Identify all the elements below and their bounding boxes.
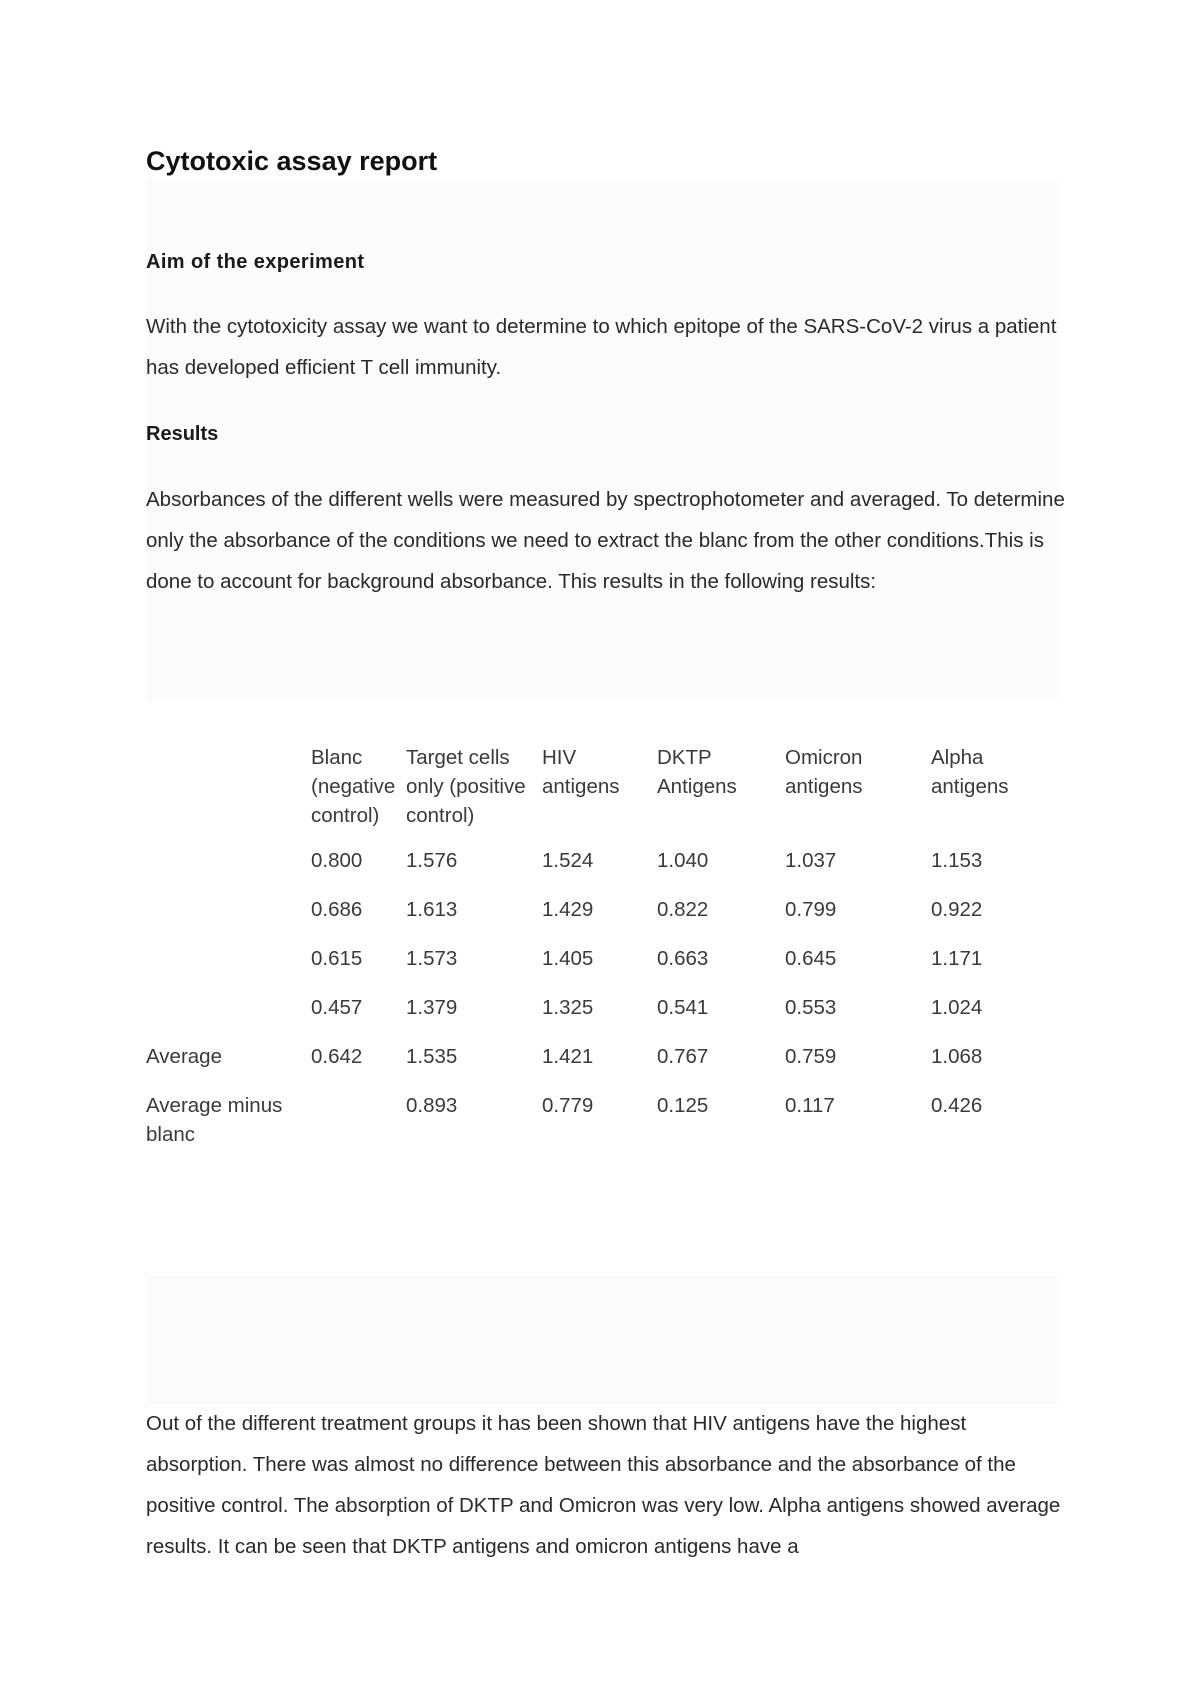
table-cell: 1.524 xyxy=(542,849,594,872)
aim-paragraph: With the cytotoxicity assay we want to determine to which epitope of the SARS-CoV-2 virus a patient has developed efficient T cell immunity. xyxy=(146,315,1057,379)
table-cell: 1.576 xyxy=(406,849,458,872)
table-cell: 0.663 xyxy=(657,947,709,970)
table-cell: 0.541 xyxy=(657,996,709,1019)
background-shade-bottom xyxy=(146,1275,1058,1405)
table-header-cell xyxy=(146,743,311,846)
table-cell xyxy=(311,1091,406,1169)
table-cell: 1.421 xyxy=(542,1045,594,1068)
aim-heading: Aim of the experiment xyxy=(146,251,365,273)
table-cell: 0.767 xyxy=(657,1045,709,1068)
table-row-average-minus-blanc xyxy=(146,1091,1051,1169)
table-cell: 0.779 xyxy=(542,1094,594,1117)
table-cell: 1.429 xyxy=(542,898,594,921)
table-row-average xyxy=(146,1042,1051,1091)
table-cell: 0.922 xyxy=(931,898,983,921)
table-row-label: Average xyxy=(146,1045,222,1068)
table-cell: 0.642 xyxy=(311,1045,363,1068)
table-header-cell: HIV antigens xyxy=(542,746,620,798)
table-header-cell: Target cells only (positive control) xyxy=(406,746,526,827)
table-row-label: Average minus blanc xyxy=(146,1094,283,1146)
table-cell: 0.759 xyxy=(785,1045,837,1068)
table-cell: 0.645 xyxy=(785,947,837,970)
table-cell xyxy=(146,944,311,993)
table-cell: 0.117 xyxy=(785,1094,835,1117)
table-cell: 0.125 xyxy=(657,1094,709,1117)
results-heading: Results xyxy=(146,423,219,445)
table-cell: 1.535 xyxy=(406,1045,458,1068)
table-cell: 1.325 xyxy=(542,996,594,1019)
table-cell: 1.171 xyxy=(931,947,983,970)
table-cell: 0.457 xyxy=(311,996,363,1019)
table-cell xyxy=(146,846,311,895)
table-header-cell: Alpha antigens xyxy=(931,746,1009,798)
table-header-cell: Blanc (negative control) xyxy=(311,746,396,827)
absorbance-table xyxy=(146,743,1051,1169)
table-cell xyxy=(146,895,311,944)
table-cell xyxy=(146,993,311,1042)
table-row xyxy=(146,944,1051,993)
table-header-cell: DKTP Antigens xyxy=(657,746,737,798)
table-cell: 1.379 xyxy=(406,996,458,1019)
table-header-row xyxy=(146,743,1051,846)
table-row xyxy=(146,993,1051,1042)
table-cell: 0.686 xyxy=(311,898,363,921)
table-cell: 1.024 xyxy=(931,996,983,1019)
table-header-cell: Omicron antigens xyxy=(785,746,863,798)
table-row xyxy=(146,846,1051,895)
page-title: Cytotoxic assay report xyxy=(146,146,438,176)
table-cell: 1.068 xyxy=(931,1045,983,1068)
table-cell: 1.405 xyxy=(542,947,594,970)
table-cell: 0.893 xyxy=(406,1094,458,1117)
table-cell: 1.613 xyxy=(406,898,458,921)
table-cell: 0.800 xyxy=(311,849,363,872)
discussion-paragraph: Out of the different treatment groups it has been shown that HIV antigens have the highest absorption. There was almost no difference between this absorbance and the absorbance of the positive control. The absorption of DKTP and Omicron was very low. Alpha antigens showed average results. It can be seen that DKTP antigens and omicron antigens have a xyxy=(146,1412,1061,1558)
table-cell: 1.573 xyxy=(406,947,458,970)
table-row xyxy=(146,895,1051,944)
table-cell: 1.037 xyxy=(785,849,837,872)
table-cell: 0.615 xyxy=(311,947,363,970)
table-cell: 0.553 xyxy=(785,996,837,1019)
table-cell: 1.040 xyxy=(657,849,709,872)
table-cell: 0.822 xyxy=(657,898,709,921)
results-paragraph: Absorbances of the different wells were measured by spectrophotometer and averaged. To determine only the absorbance of the conditions we need to extract the blanc from the other conditions.This is done to account for background absorbance. This results in the following results: xyxy=(146,488,1065,593)
table-cell: 1.153 xyxy=(931,849,983,872)
table-cell: 0.799 xyxy=(785,898,837,921)
table-cell: 0.426 xyxy=(931,1094,983,1117)
